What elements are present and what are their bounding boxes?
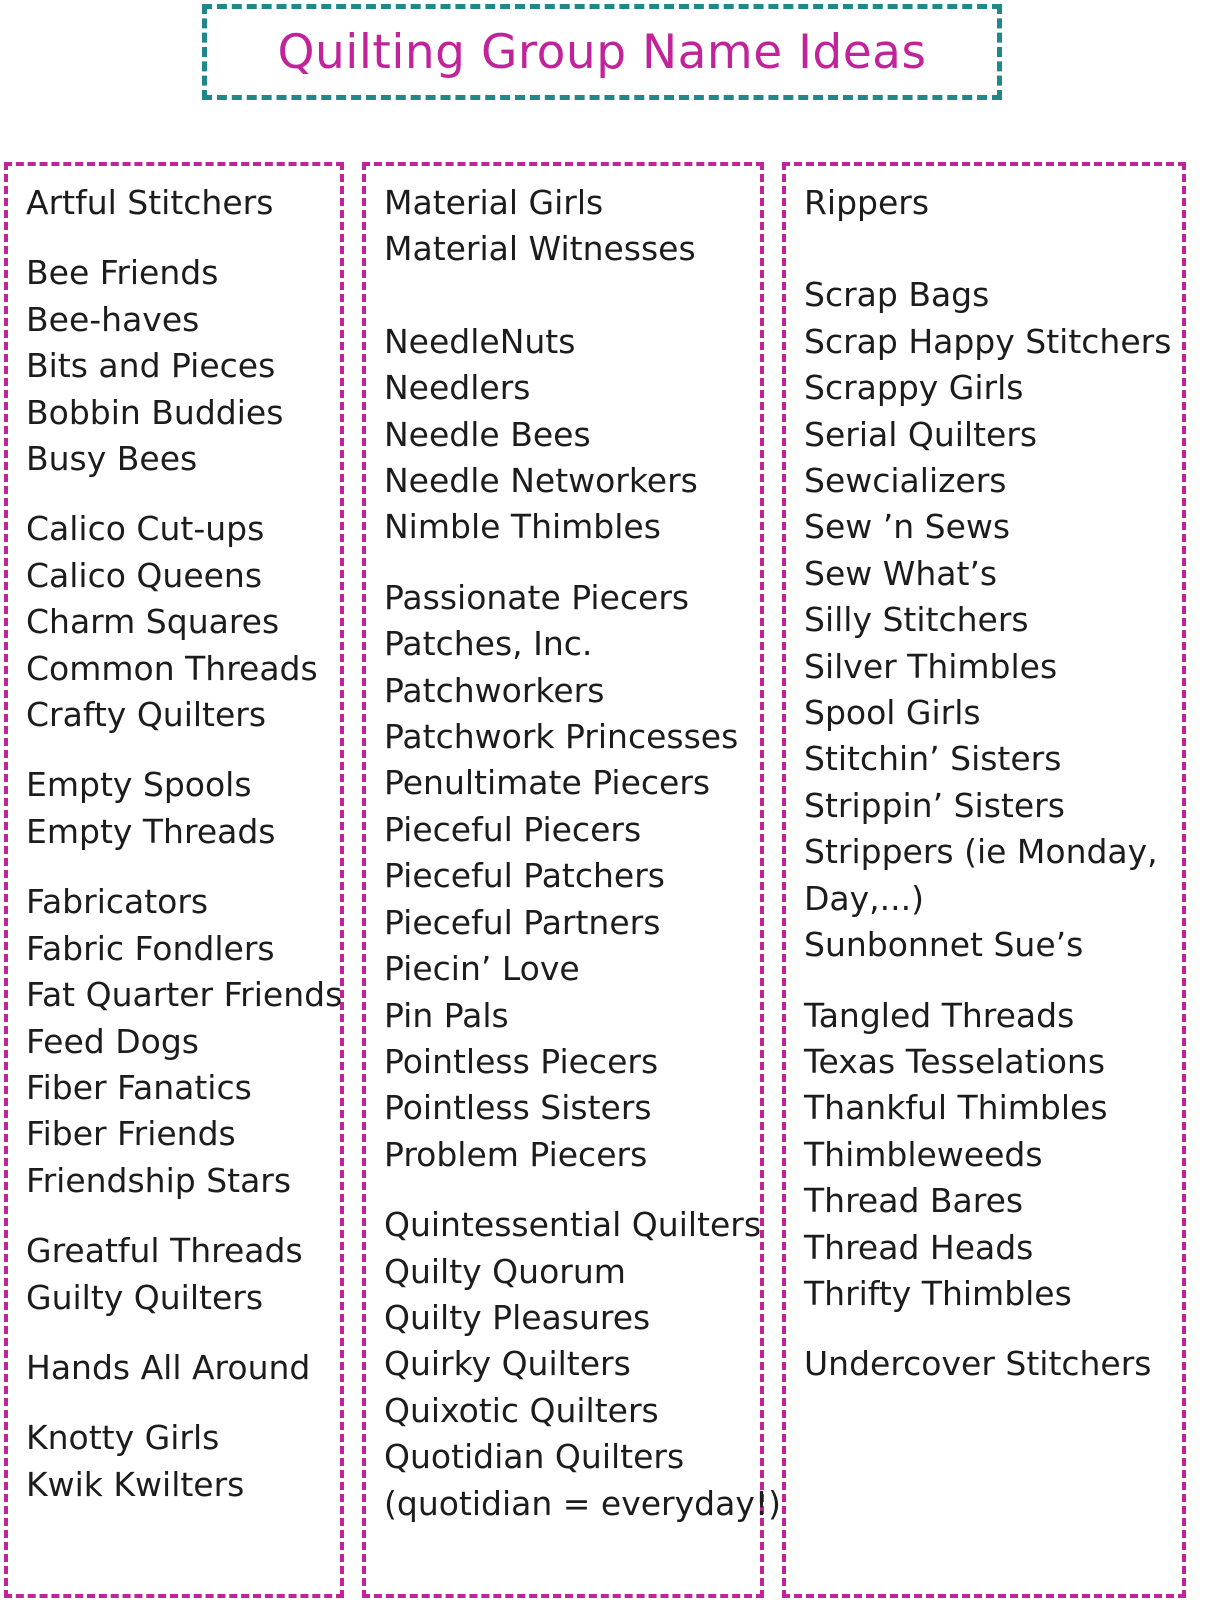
- list-item: Patchworkers: [384, 670, 605, 710]
- name-group: [26, 879, 343, 1204]
- column-3: [782, 162, 1186, 1598]
- list-item: Needle Bees: [384, 414, 591, 454]
- list-item: Bee-haves: [26, 299, 200, 339]
- list-item: Artful Stitchers: [26, 183, 274, 222]
- list-item: Undercover Stitchers: [804, 1344, 1152, 1384]
- list-item: Thread Bares: [804, 1181, 1024, 1221]
- list-item: Problem Piecers: [384, 1134, 648, 1174]
- list-item: Knotty Girls: [26, 1418, 220, 1458]
- list-item: Thimbleweeds: [804, 1134, 1043, 1174]
- list-item: Pieceful Partners: [384, 902, 661, 942]
- list-item: Thread Heads: [804, 1227, 1034, 1267]
- list-item: Fabric Fondlers: [26, 928, 275, 968]
- list-item: Needlers: [384, 368, 531, 408]
- list-item: Thankful Thimbles: [804, 1088, 1108, 1128]
- list-item: Stitchin’ Sisters: [804, 739, 1062, 779]
- name-group: [384, 1202, 781, 1527]
- list-item: Patchwork Princesses: [384, 717, 739, 757]
- list-item: Fiber Friends: [26, 1114, 236, 1154]
- list-item: Busy Bees: [26, 439, 198, 479]
- list-item: Quixotic Quilters: [384, 1390, 659, 1430]
- list-item: Crafty Quilters: [26, 695, 267, 735]
- list-item: Charm Squares: [26, 602, 280, 642]
- name-group: [804, 1341, 1182, 1387]
- list-item: Quotidian Quilters: [384, 1437, 685, 1477]
- title-box: [202, 4, 1002, 100]
- name-group: [804, 993, 1182, 1318]
- name-group: [26, 762, 340, 855]
- list-item: Pointless Piecers: [384, 1041, 659, 1081]
- page-title: Quilting Group Name Ideas: [277, 24, 927, 80]
- list-item: Kwik Kwilters: [26, 1464, 245, 1504]
- list-item: Material Girls: [384, 183, 604, 222]
- list-item: Scrap Bags: [804, 275, 990, 315]
- list-item: Strippers (ie Monday,: [804, 832, 1158, 872]
- list-item: Tangled Threads: [804, 995, 1075, 1035]
- name-group: [384, 319, 760, 551]
- list-item: Quirky Quilters: [384, 1344, 631, 1384]
- list-item: Sew ’n Sews: [804, 507, 1011, 547]
- name-group: [26, 1345, 340, 1391]
- list-item: Calico Cut-ups: [26, 509, 265, 549]
- list-item: Empty Spools: [26, 765, 252, 805]
- list-item: Penultimate Piecers: [384, 763, 711, 803]
- list-item: Bobbin Buddies: [26, 392, 284, 432]
- name-group: [26, 180, 340, 226]
- list-item: Bee Friends: [26, 253, 219, 293]
- list-item: Scrappy Girls: [804, 368, 1024, 408]
- list-item: (quotidian = everyday!): [384, 1483, 781, 1523]
- list-item: Rippers: [804, 183, 930, 222]
- name-group: [384, 180, 760, 273]
- list-item: Serial Quilters: [804, 414, 1038, 454]
- name-group: [26, 1228, 340, 1321]
- list-item: Bits and Pieces: [26, 346, 276, 386]
- list-item: Pieceful Patchers: [384, 856, 665, 896]
- name-group: [26, 506, 340, 738]
- list-item: Friendship Stars: [26, 1160, 292, 1200]
- list-item: Spool Girls: [804, 693, 981, 733]
- list-item: Guilty Quilters: [26, 1277, 264, 1317]
- list-item: Fabricators: [26, 882, 209, 922]
- name-group: [26, 1415, 340, 1508]
- name-group: [384, 575, 760, 1178]
- list-item: Fiber Fanatics: [26, 1067, 252, 1107]
- list-item: Quilty Pleasures: [384, 1297, 651, 1337]
- list-item: Piecin’ Love: [384, 949, 580, 989]
- list-item: Common Threads: [26, 648, 318, 688]
- list-item: Empty Threads: [26, 811, 276, 851]
- column-1: [4, 162, 344, 1598]
- list-item: Quilty Quorum: [384, 1251, 626, 1291]
- list-item: Sew What’s: [804, 553, 998, 593]
- list-item: Greatful Threads: [26, 1231, 303, 1271]
- list-item: Thrifty Thimbles: [804, 1273, 1072, 1313]
- name-group: [804, 180, 1182, 226]
- list-item: Feed Dogs: [26, 1021, 199, 1061]
- name-group: [804, 272, 1182, 968]
- list-item: Nimble Thimbles: [384, 507, 661, 547]
- list-item: Calico Queens: [26, 555, 263, 595]
- list-item: Pin Pals: [384, 995, 509, 1035]
- list-item: Patches, Inc.: [384, 624, 593, 664]
- list-item: Pieceful Piecers: [384, 809, 642, 849]
- name-group: [26, 250, 340, 482]
- list-item: Silly Stitchers: [804, 600, 1029, 640]
- list-item: Silver Thimbles: [804, 646, 1058, 686]
- list-item: Sunbonnet Sue’s: [804, 925, 1084, 965]
- list-item: Strippin’ Sisters: [804, 785, 1065, 825]
- list-item: Passionate Piecers: [384, 577, 690, 617]
- list-item: Fat Quarter Friends: [26, 975, 343, 1015]
- list-item: Pointless Sisters: [384, 1088, 652, 1128]
- list-item: Needle Networkers: [384, 461, 698, 501]
- list-item: NeedleNuts: [384, 321, 576, 361]
- list-item: Material Witnesses: [384, 229, 696, 269]
- list-item: Hands All Around: [26, 1347, 311, 1387]
- list-item: Quintessential Quilters: [384, 1205, 762, 1245]
- list-item: Scrap Happy Stitchers: [804, 321, 1172, 361]
- list-item: Texas Tesselations: [804, 1041, 1106, 1081]
- list-item: Day,...): [804, 878, 924, 918]
- column-2: [362, 162, 781, 1598]
- list-item: Sewcializers: [804, 461, 1007, 501]
